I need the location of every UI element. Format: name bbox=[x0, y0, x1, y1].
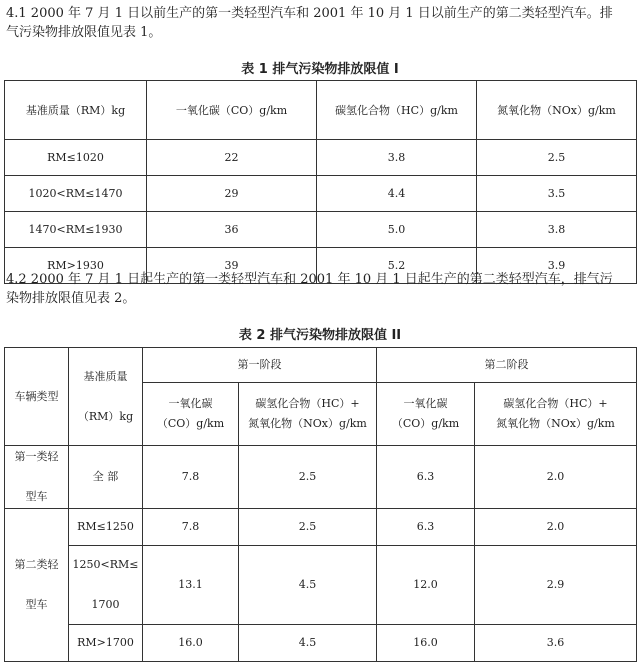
table2-category-2 bbox=[5, 509, 69, 662]
paragraph-4-2 bbox=[6, 270, 634, 308]
table1 bbox=[4, 80, 637, 284]
table2-cell-mass-line1: 1250<RM≤ bbox=[72, 558, 139, 571]
table2-category-1 bbox=[5, 446, 69, 509]
table1-cell: 5.2 bbox=[317, 248, 477, 284]
table2-header-hcnox-line2: 氮氧化物（NOx）g/km bbox=[248, 417, 367, 430]
table-row bbox=[5, 546, 637, 625]
table1-cell: 4.4 bbox=[317, 176, 477, 212]
table2-cell: 13.1 bbox=[143, 546, 239, 625]
table-row bbox=[5, 212, 637, 248]
table2-cell: 7.8 bbox=[143, 446, 239, 509]
table1-header-row bbox=[5, 81, 637, 140]
table2-cell: 4.5 bbox=[239, 546, 377, 625]
table2-header-stage1: 第一阶段 bbox=[143, 348, 377, 383]
table1-cell: 29 bbox=[147, 176, 317, 212]
paragraph-4-2-line1: 4.2 2000 年 7 月 1 日起生产的第一类轻型汽车和 2001 年 10 月 1 日起生产的第二类轻型汽车，排气污 bbox=[6, 272, 613, 287]
table2-cell: 3.6 bbox=[475, 625, 637, 662]
table1-cell: 2.5 bbox=[477, 140, 637, 176]
table2-header-hcnox-line1: 碳氢化合物（HC）+ bbox=[503, 397, 608, 410]
table2-cell: 2.5 bbox=[239, 446, 377, 509]
table2-category-1-line2: 型车 bbox=[25, 490, 48, 503]
table1-cell: 3.9 bbox=[477, 248, 637, 284]
table2-cell-mass bbox=[69, 546, 143, 625]
table2-cell: 2.9 bbox=[475, 546, 637, 625]
table1-cell: 3.8 bbox=[477, 212, 637, 248]
table1-cell: 3.8 bbox=[317, 140, 477, 176]
table2-cell: 16.0 bbox=[377, 625, 475, 662]
table2-cell: 6.3 bbox=[377, 509, 475, 546]
table2-header-hcnox-line2: 氮氧化物（NOx）g/km bbox=[496, 417, 615, 430]
table2-header-hcnox-line1: 碳氢化合物（HC）+ bbox=[255, 397, 360, 410]
table2-cell-mass: RM≤1250 bbox=[69, 509, 143, 546]
table-row bbox=[5, 625, 637, 662]
table2-cell: 6.3 bbox=[377, 446, 475, 509]
table2-header-s2-hcnox bbox=[475, 383, 637, 446]
table1-cell: 22 bbox=[147, 140, 317, 176]
table1-cell: 1020<RM≤1470 bbox=[5, 176, 147, 212]
table2-caption: 表 2 排气污染物排放限值 II bbox=[238, 328, 402, 343]
paragraph-4-1 bbox=[6, 4, 634, 42]
table1-cell: RM≤1020 bbox=[5, 140, 147, 176]
table-row bbox=[5, 140, 637, 176]
table1-header-co: 一氧化碳（CO）g/km bbox=[147, 81, 317, 140]
table1-cell: 36 bbox=[147, 212, 317, 248]
table2-header-s1-hcnox bbox=[239, 383, 377, 446]
table1-cell: 5.0 bbox=[317, 212, 477, 248]
table1-cell: RM>1930 bbox=[5, 248, 147, 284]
table2-cell: 2.5 bbox=[239, 509, 377, 546]
table2-header-row-1 bbox=[5, 348, 637, 383]
table2-cell: 16.0 bbox=[143, 625, 239, 662]
paragraph-4-1-line2: 气污染物排放限值见表 1。 bbox=[6, 25, 162, 40]
table2-header-stage2: 第二阶段 bbox=[377, 348, 637, 383]
table2-header-vehicle: 车辆类型 bbox=[5, 348, 69, 446]
table2-cell-mass-line2: 1700 bbox=[91, 598, 120, 611]
table2-header-s2-co bbox=[377, 383, 475, 446]
table1-header-hc: 碳氢化合物（HC）g/km bbox=[317, 81, 477, 140]
table2-header-mass-line1: 基准质量 bbox=[83, 369, 128, 383]
table2-header-co-line1: 一氧化碳 bbox=[403, 397, 448, 410]
table-row bbox=[5, 446, 637, 509]
table2-category-1-line1: 第一类轻 bbox=[14, 450, 59, 463]
table2-category-2-line2: 型车 bbox=[25, 598, 48, 611]
table2-cell-mass: RM>1700 bbox=[69, 625, 143, 662]
table2-header-co-line1: 一氧化碳 bbox=[168, 397, 213, 410]
table2-cell: 7.8 bbox=[143, 509, 239, 546]
table1-cell: 3.5 bbox=[477, 176, 637, 212]
paragraph-4-1-line1: 4.1 2000 年 7 月 1 日以前生产的第一类轻型汽车和 2001 年 10 月 1 日以前生产的第二类轻型汽车。排 bbox=[6, 6, 613, 21]
table1-header-mass: 基准质量（RM）kg bbox=[5, 81, 147, 140]
table2-header-mass bbox=[69, 348, 143, 446]
table2-category-2-line1: 第二类轻 bbox=[14, 558, 59, 571]
table2-header-co-line2: （CO）g/km bbox=[391, 417, 460, 430]
table1-cell: 39 bbox=[147, 248, 317, 284]
table-row bbox=[5, 509, 637, 546]
table2-header-mass-line2: （RM）kg bbox=[77, 409, 134, 423]
table1-caption: 表 1 排气污染物排放限值 I bbox=[241, 62, 399, 77]
table2-header-co-line2: （CO）g/km bbox=[156, 417, 225, 430]
table1-header-nox: 氮氧化物（NOx）g/km bbox=[477, 81, 637, 140]
table2-header-s1-co bbox=[143, 383, 239, 446]
table2-cell: 2.0 bbox=[475, 509, 637, 546]
table2 bbox=[4, 347, 637, 662]
table2-cell: 4.5 bbox=[239, 625, 377, 662]
table1-cell: 1470<RM≤1930 bbox=[5, 212, 147, 248]
table2-cell-mass: 全 部 bbox=[69, 446, 143, 509]
table2-cell: 12.0 bbox=[377, 546, 475, 625]
table-row bbox=[5, 176, 637, 212]
table2-cell: 2.0 bbox=[475, 446, 637, 509]
paragraph-4-2-line2: 染物排放限值见表 2。 bbox=[6, 291, 136, 306]
